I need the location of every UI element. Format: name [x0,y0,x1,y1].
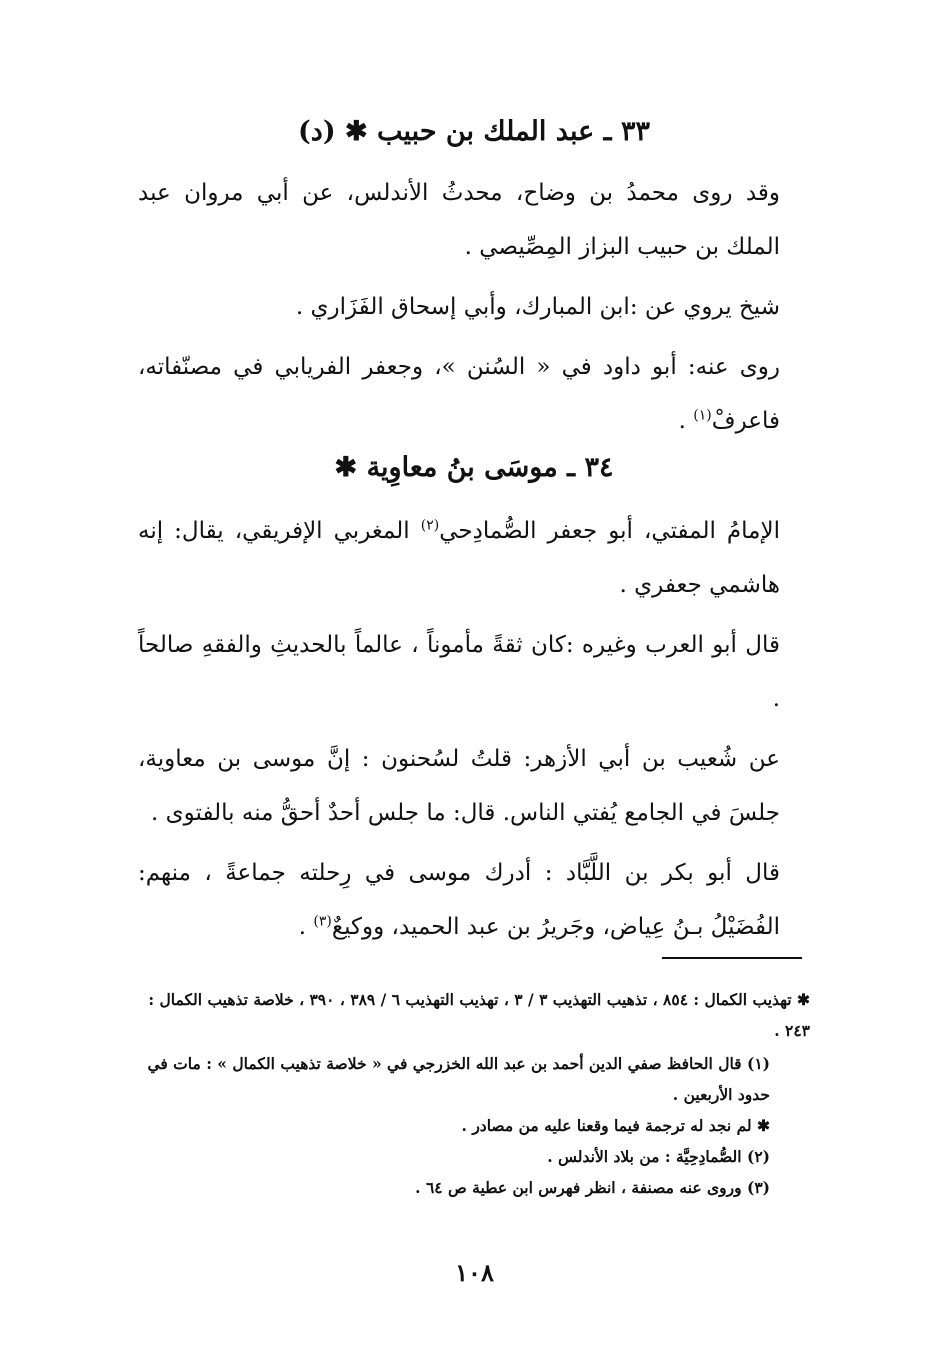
page-number: ١٠٨ [455,1258,494,1287]
entry-33-heading: ٣٣ ـ عبد الملك بن حبيب ✱ (د) [298,116,650,147]
entry-34-paragraph-4 [138,846,810,954]
footnote-1: (١) قال الحافظ صفي الدين أحمد بن عبد الله الخزرجي في « خلاصة تذهيب الكمال » : مات في حدود الأربعين . [147,1054,770,1104]
entry-34-paragraph-1-rest: المغربي الإفريقي، يقال: إنه هاشمي جعفري . [138,518,780,598]
footnote-ref-3: (٣) [313,913,332,930]
entry-33-body [138,166,810,448]
entry-34-heading: ٣٤ ـ موسَى بنُ معاوِية ✱ [334,452,614,483]
entry-34-paragraph-4-text: قال أبو بكر بن اللَّبَّاد : أدرك موسى في رِحلته جماعةً ، منهم: الفُضَيْلُ بـنُ عِياض، وجَريرُ بن عبد الحميد، ووكيعٌ [138,860,780,940]
entry-33-paragraph-3-end: . [678,408,694,434]
entry-34-paragraph-1 [138,504,810,612]
footnote-3: (٣) وروى عنه مصنفة ، انظر فهرس ابن عطية ص ٦٤ . [415,1178,770,1197]
entry-34-paragraph-1-start: الإمامُ المفتي، أبو جعفر الصُّمادِحي [439,518,780,544]
footnotes [138,984,810,1203]
footnote-star-1: ✱ تهذيب الكمال : ٨٥٤ ، تذهيب التهذيب ٣ / ٣ ، تهذيب التهذيب ٦ / ٣٨٩ ، ٣٩٠ ، خلاصة تذهيب الكمال : ٢٤٣ . [148,990,810,1040]
entry-34-body [138,504,810,954]
entry-33-paragraph-3-text: روى عنه: أبو داود في « السُنن »، وجعفر الفريابي في مصنّفاته، فاعرفْ [138,354,780,434]
footnote-ref-2: (٢) [420,517,440,534]
entry-33-paragraph-2: شيخ يروي عن :ابن المبارك، وأبي إسحاق الفَزَاري . [295,294,780,320]
footnote-ref-1: (١) [693,407,712,424]
entry-33-paragraph-3 [138,340,810,448]
footnote-star-2: ✱ لم نجد له ترجمة فيما وقعنا عليه من مصادر . [461,1116,770,1135]
footnote-2: (٢) الصُّمادِحِيَّة : من بلاد الأندلس . [547,1147,770,1166]
entry-33-paragraph-1: وقد روى محمدُ بن وضاح، محدثُ الأندلس، عن أبي مروان عبد الملك بن حبيب البزاز المِصِّيصي . [138,180,780,260]
footnote-separator [662,957,802,959]
entry-34-paragraph-3: عن شُعيب بن أبي الأزهر: قلتُ لسُحنون : إنَّ موسى بن معاوية، جلسَ في الجامع يُفتي الناس. قال: ما جلس أحدٌ أحقُّ منه بالفتوى . [138,746,780,826]
entry-34-paragraph-2: قال أبو العرب وغيره :كان ثقةً مأموناً ، عالماً بالحديثِ والفقهِ صالحاً . [138,632,780,712]
entry-34-paragraph-4-end: . [298,914,314,940]
